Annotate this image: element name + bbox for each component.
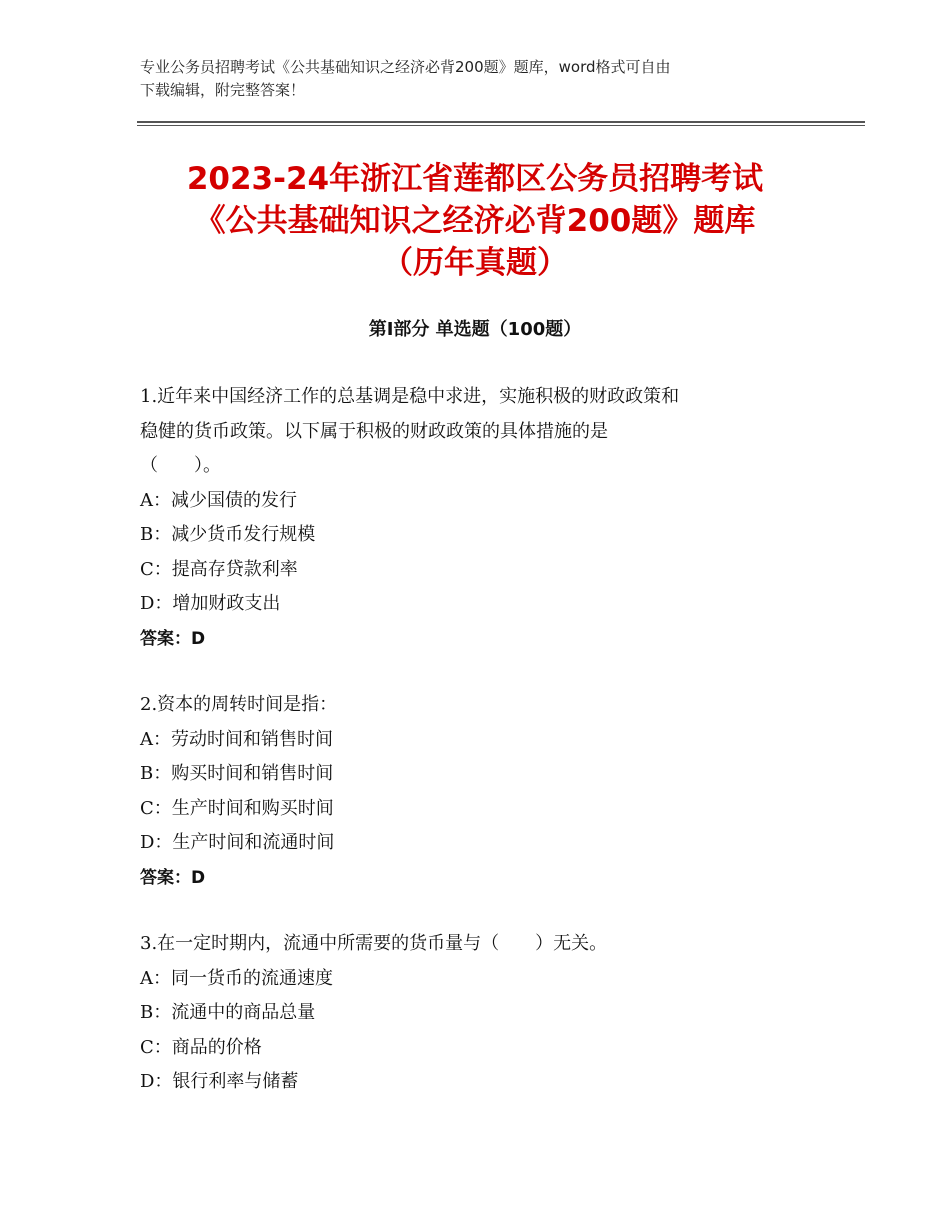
option-a: A：劳动时间和销售时间 [140, 728, 333, 750]
header-divider-thick [137, 121, 865, 123]
option-b: B：流通中的商品总量 [140, 1002, 316, 1023]
option-a: A：减少国债的发行 [140, 489, 297, 511]
question-stem-line: 2.资本的周转时间是指： [140, 694, 338, 715]
question-stem-line: 1.近年来中国经济工作的总基调是稳中求进，实施积极的财政政策和 [140, 386, 680, 407]
header-divider-thin [137, 125, 865, 126]
section-heading: 第Ⅰ部分 单选题（100题） [368, 319, 582, 340]
question-stem-line: 稳健的货币政策。以下属于积极的财政政策的具体措施的是 [140, 420, 608, 442]
question-3 [140, 927, 820, 1100]
option-d: D：增加财政支出 [140, 593, 281, 614]
option-d: D：银行利率与储蓄 [140, 1071, 299, 1092]
title-line-2: 《公共基础知识之经济必背200题》题库 [194, 203, 756, 239]
document-header-note [140, 56, 820, 102]
option-c: C：提高存贷款利率 [140, 558, 298, 580]
header-note-line-2: 下载编辑，附完整答案！ [140, 81, 306, 99]
option-d: D：生产时间和流通时间 [140, 832, 335, 853]
title-line-3: （历年真题） [382, 245, 568, 281]
question-2 [140, 688, 820, 895]
question-1 [140, 380, 820, 656]
header-note-line-1: 专业公务员招聘考试《公共基础知识之经济必背200题》题库，word格式可自由 [140, 58, 671, 76]
question-stem-line: 3.在一定时期内，流通中所需要的货币量与（ ）无关。 [140, 933, 608, 954]
question-stem-line: （ ）。 [140, 455, 221, 476]
option-b: B：减少货币发行规模 [140, 524, 316, 545]
title-line-1: 2023-24年浙江省莲都区公务员招聘考试 [186, 161, 764, 197]
answer-label: 答案：D [140, 867, 206, 888]
option-a: A：同一货币的流通速度 [140, 967, 333, 989]
option-c: C：生产时间和购买时间 [140, 797, 334, 819]
answer-label: 答案：D [140, 628, 206, 649]
option-b: B：购买时间和销售时间 [140, 763, 334, 784]
option-c: C：商品的价格 [140, 1036, 262, 1058]
document-title [100, 158, 850, 284]
